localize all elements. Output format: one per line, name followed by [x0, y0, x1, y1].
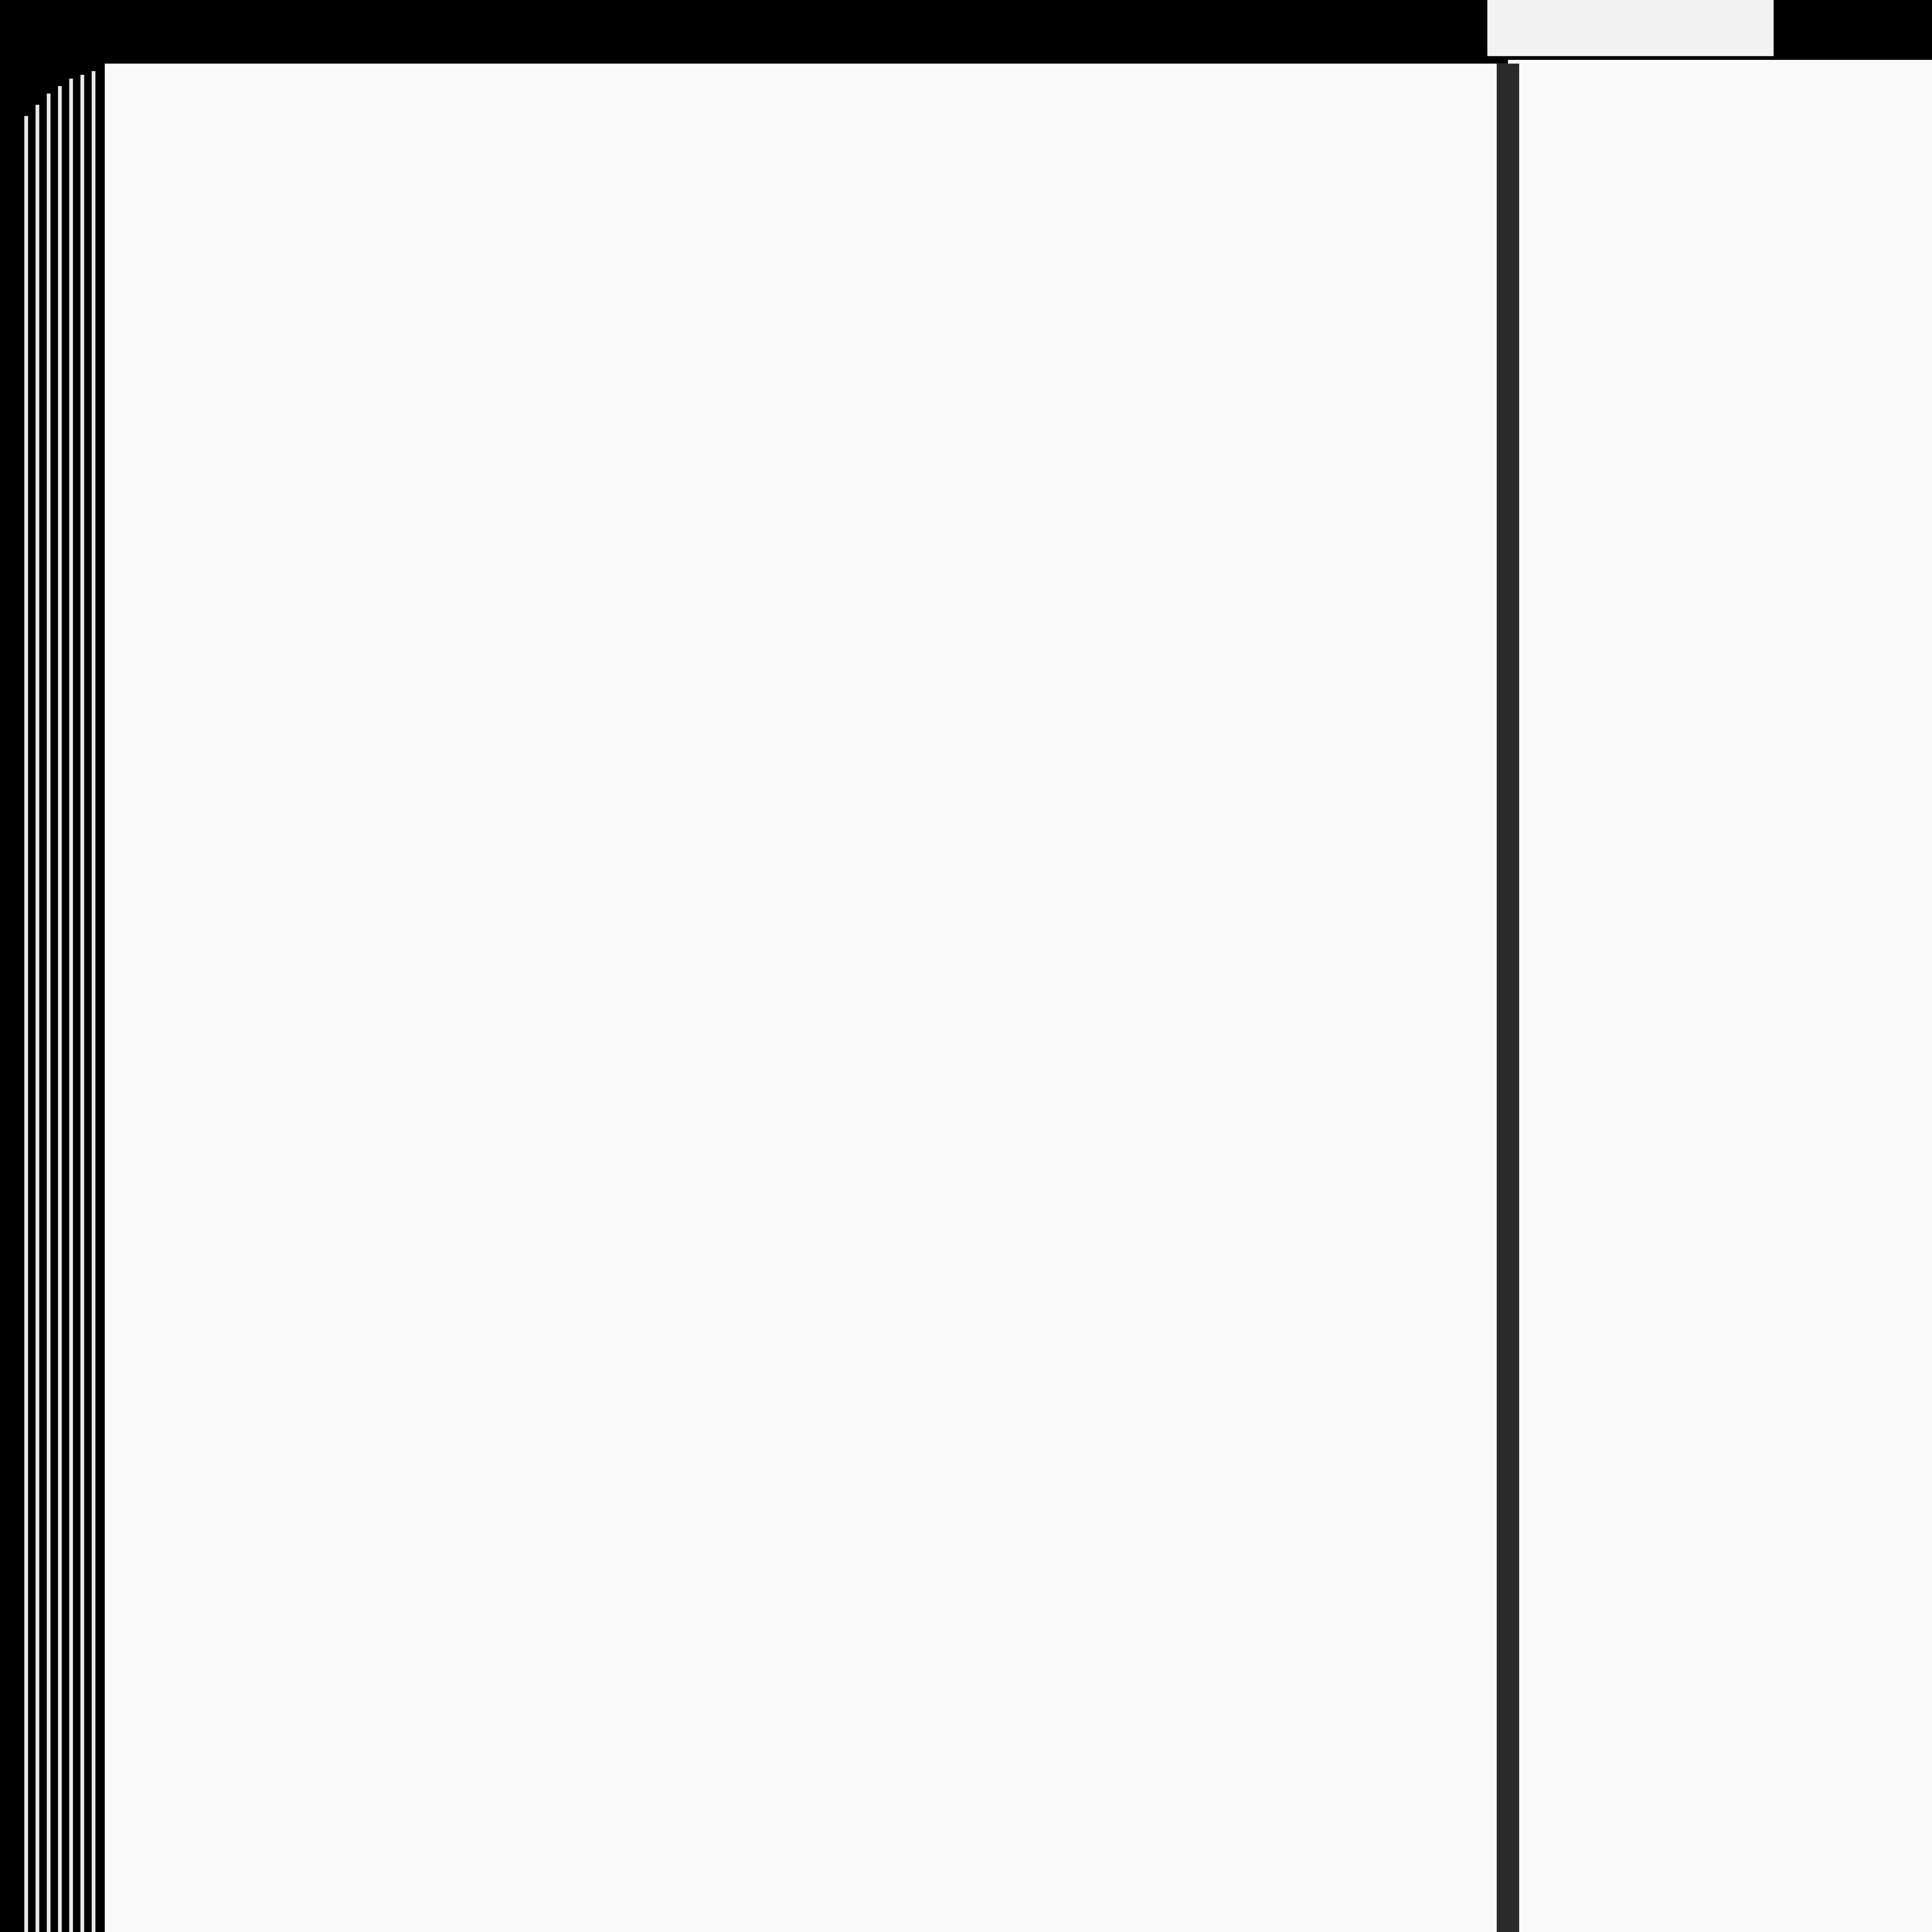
left-page [105, 64, 1508, 1932]
bookmark-tab [1487, 0, 1774, 56]
right-page [1508, 60, 1932, 1932]
page-stack-edges [26, 71, 94, 1932]
binding-gutter [1497, 64, 1519, 1932]
